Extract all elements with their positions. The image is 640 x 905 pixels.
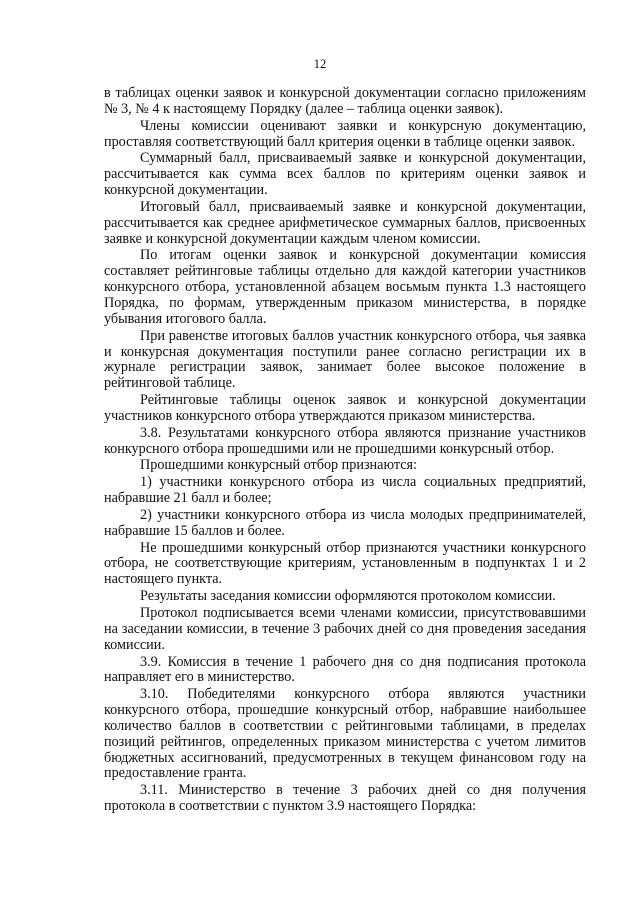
paragraph: Члены комиссии оценивают заявки и конкурсную документацию, проставляя соответствующий балл критерия оценки в таблице оценки заявок. [104,117,586,150]
paragraph: в таблицах оценки заявок и конкурсной документации согласно приложениям № 3, № 4 к настоящему Порядку (далее – таблица оценки заявок). [104,85,586,117]
paragraph: Не прошедшими конкурсный отбор признаются участники конкурсного отбора, не соответствующие критериям, установленным в подпунктах 1 и 2 настоящего пункта. [104,539,586,588]
paragraph: При равенстве итоговых баллов участник конкурсного отбора, чья заявка и конкурсная документация поступили ранее согласно регистрации их в журнале регистрации заявок, занимает более высокое положение в рейтинговой таблице. [104,327,586,392]
document-body [104,86,586,815]
paragraph: Рейтинговые таблицы оценок заявок и конкурсной документации участников конкурсного отбора утверждаются приказом министерства. [104,392,586,424]
paragraph: Суммарный балл, присваиваемый заявке и конкурсной документации, рассчитывается как сумма всех баллов по критериям оценки заявок и конкурсной документации. [104,150,586,199]
page-number: 12 [313,57,327,71]
paragraph: По итогам оценки заявок и конкурсной документации комиссия составляет рейтинговые таблицы отдельно для каждой категории участников конкурсного отбора, установленной абзацем восьмым пункта 1.3 настоящего Порядка, по формам, утвержденным приказом министерства, в порядке убывания итогового балла. [104,247,586,327]
paragraph-section-3-9: 3.9. Комиссия в течение 1 рабочего дня со дня подписания протокола направляет его в министерство. [104,653,586,686]
paragraph-section-3-11: 3.11. Министерство в течение 3 рабочих дней со дня получения протокола в соответствии с пунктом 3.9 настоящего Порядка: [104,782,586,815]
paragraph: Прошедшими конкурсный отбор признаются: [140,457,418,474]
list-item: 2) участники конкурсного отбора из числа молодых предпринимателей, набравшие 15 баллов и более. [104,506,586,539]
list-item: 1) участники конкурсного отбора из числа социальных предприятий, набравшие 21 балл и более; [104,474,586,507]
paragraph: Итоговый балл, присваиваемый заявке и конкурсной документации, рассчитывается как среднее арифметическое суммарных баллов, присвоенных заявке и конкурсной документации каждым членом комиссии. [104,198,586,247]
paragraph-section-3-10: 3.10. Победителями конкурсного отбора являются участники конкурсного отбора, прошедшие конкурсный отбор, набравшие наибольшее количество баллов в соответствии с рейтинговыми таблицами, в пределах позиций рейтингов, определенных приказом министерства с учетом лимитов бюджетных ассигнований, предусмотренных в текущем финансовом году на предоставление гранта. [104,686,586,782]
paragraph: Результаты заседания комиссии оформляются протоколом комиссии. [140,588,556,605]
paragraph-section-3-8: 3.8. Результатами конкурсного отбора являются признание участников конкурсного отбора прошедшими или не прошедшими конкурсный отбор. [104,424,586,457]
paragraph: Протокол подписывается всеми членами комиссии, присутствовавшими на заседании комиссии, в течение 3 рабочих дней со дня проведения заседания комиссии. [104,605,586,653]
